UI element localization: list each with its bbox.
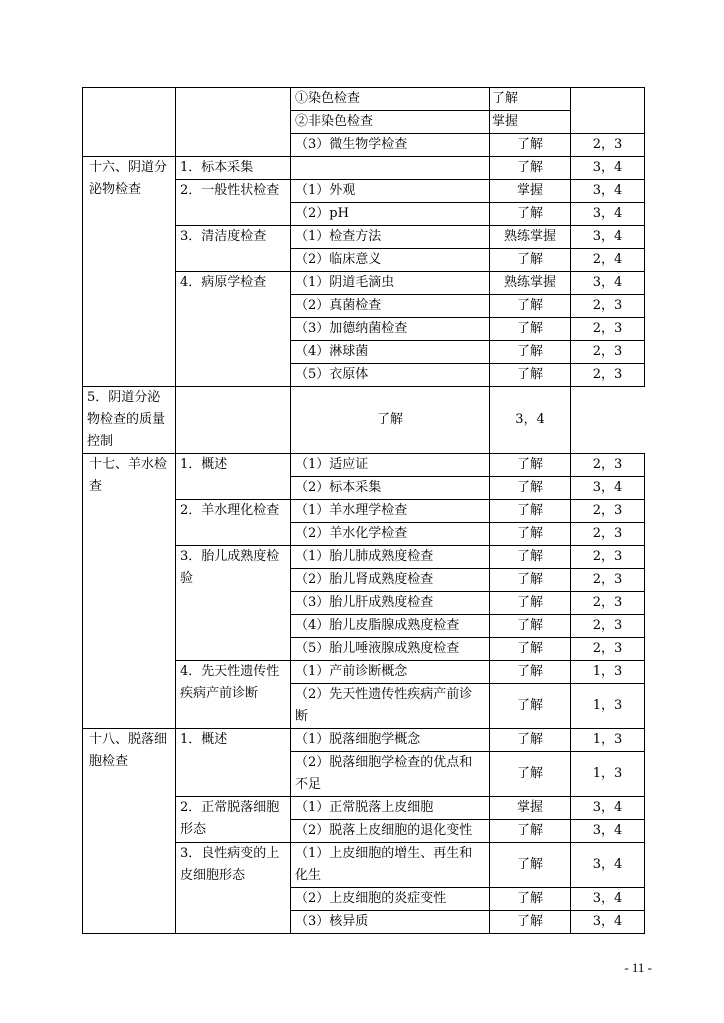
exam-cell: 2，3	[571, 615, 645, 638]
topic-cell: （3）核异质	[291, 911, 490, 934]
unit-cell	[176, 88, 291, 157]
topic-cell: （1）产前诊断概念	[291, 661, 490, 684]
exam-cell: 2，4	[571, 249, 645, 272]
unit-cell: 4．先天性遗传性疾病产前诊断	[176, 661, 291, 729]
topic-cell: （2）上皮细胞的炎症变性	[291, 888, 490, 911]
table-row	[83, 88, 645, 111]
exam-cell: 3，4	[571, 843, 645, 888]
unit-cell: 3．胎儿成熟度检验	[176, 546, 291, 661]
topic-cell: （1）阴道毛滴虫	[291, 272, 490, 295]
exam-cell: 2，3	[571, 592, 645, 615]
exam-cell: 3，4	[571, 272, 645, 295]
level-cell: 了解	[490, 911, 571, 934]
table-row	[83, 157, 645, 180]
exam-cell: 3，4	[571, 477, 645, 500]
level-cell: 了解	[490, 500, 571, 523]
unit-cell: 2．一般性状检查	[176, 180, 291, 226]
exam-cell: 3，4	[490, 387, 571, 454]
exam-cell: 2，3	[571, 500, 645, 523]
topic-cell: （2）标本采集	[291, 477, 490, 500]
topic-cell	[291, 157, 490, 180]
topic-cell: （2）胎儿肾成熟度检查	[291, 569, 490, 592]
exam-cell: 3，4	[571, 797, 645, 820]
unit-cell: 1．标本采集	[176, 157, 291, 180]
topic-cell: （4）淋球菌	[291, 341, 490, 364]
section-cell: 十六、阴道分泌物检查	[83, 157, 176, 387]
exam-cell: 2，3	[571, 523, 645, 546]
topic-cell: （1）外观	[291, 180, 490, 203]
exam-cell: 2，3	[571, 364, 645, 387]
topic-cell: （1）检查方法	[291, 226, 490, 249]
exam-cell: 2，3	[571, 318, 645, 341]
exam-cell: 1，3	[571, 661, 645, 684]
level-cell: 了解	[291, 387, 490, 454]
section-cell	[83, 88, 176, 157]
level-cell: 了解	[490, 523, 571, 546]
unit-cell: 1．概述	[176, 729, 291, 797]
table-row	[83, 387, 645, 454]
unit-cell: 2．正常脱落细胞形态	[176, 797, 291, 843]
topic-cell: （1）正常脱落上皮细胞	[291, 797, 490, 820]
topic-cell: （4）胎儿皮脂腺成熟度检查	[291, 615, 490, 638]
level-cell: 了解	[490, 615, 571, 638]
syllabus-table	[82, 87, 645, 934]
level-cell: 了解	[490, 820, 571, 843]
topic-cell: （2）脱落细胞学检查的优点和不足	[291, 752, 490, 797]
exam-cell	[571, 88, 645, 134]
exam-cell: 3，4	[571, 203, 645, 226]
topic-cell: （1）上皮细胞的增生、再生和化生	[291, 843, 490, 888]
topic-cell: （2）羊水化学检查	[291, 523, 490, 546]
unit-cell: 5．阴道分泌物检查的质量控制	[83, 387, 176, 454]
exam-cell: 1，3	[571, 752, 645, 797]
level-cell: 了解	[490, 661, 571, 684]
exam-cell: 2，3	[571, 454, 645, 477]
page-number: - 11 -	[624, 960, 652, 975]
topic-cell: （2）脱落上皮细胞的退化变性	[291, 820, 490, 843]
level-cell: 了解	[490, 88, 571, 111]
exam-cell: 2，3	[571, 546, 645, 569]
level-cell: 了解	[490, 684, 571, 729]
unit-cell: 3．良性病变的上皮细胞形态	[176, 843, 291, 934]
table-row	[83, 454, 645, 477]
table-row	[83, 729, 645, 752]
topic-cell: （3）胎儿肝成熟度检查	[291, 592, 490, 615]
level-cell: 了解	[490, 752, 571, 797]
exam-cell: 2，3	[571, 134, 645, 157]
level-cell: 了解	[490, 843, 571, 888]
topic-cell: （1）脱落细胞学概念	[291, 729, 490, 752]
section-cell: 十八、脱落细胞检查	[83, 729, 176, 934]
exam-cell: 1，3	[571, 729, 645, 752]
level-cell: 了解	[490, 638, 571, 661]
level-cell: 了解	[490, 341, 571, 364]
exam-cell: 3，4	[571, 180, 645, 203]
topic-cell: ①染色检查	[291, 88, 490, 111]
level-cell: 了解	[490, 592, 571, 615]
topic-cell: （1）羊水理学检查	[291, 500, 490, 523]
exam-cell: 2，3	[571, 341, 645, 364]
level-cell: 了解	[490, 295, 571, 318]
level-cell: 了解	[490, 364, 571, 387]
exam-cell: 3，4	[571, 226, 645, 249]
exam-cell: 2，3	[571, 569, 645, 592]
topic-cell: （2）真菌检查	[291, 295, 490, 318]
level-cell: 了解	[490, 157, 571, 180]
level-cell: 了解	[490, 203, 571, 226]
topic-cell: （1）适应证	[291, 454, 490, 477]
exam-cell: 3，4	[571, 157, 645, 180]
exam-cell: 3，4	[571, 888, 645, 911]
level-cell: 掌握	[490, 180, 571, 203]
unit-cell: 2．羊水理化检查	[176, 500, 291, 546]
topic-cell: （3）微生物学检查	[291, 134, 490, 157]
topic-cell: （2）pH	[291, 203, 490, 226]
topic-cell: ②非染色检查	[291, 111, 490, 134]
section-cell: 十七、羊水检查	[83, 454, 176, 729]
level-cell: 了解	[490, 318, 571, 341]
topic-cell: （5）胎儿唾液腺成熟度检查	[291, 638, 490, 661]
level-cell: 熟练掌握	[490, 226, 571, 249]
level-cell: 了解	[490, 546, 571, 569]
level-cell: 了解	[490, 249, 571, 272]
level-cell: 了解	[490, 477, 571, 500]
level-cell: 掌握	[490, 797, 571, 820]
topic-cell	[176, 387, 291, 454]
level-cell: 了解	[490, 569, 571, 592]
topic-cell: （2）先天性遗传性疾病产前诊断	[291, 684, 490, 729]
unit-cell: 1．概述	[176, 454, 291, 500]
topic-cell: （1）胎儿肺成熟度检查	[291, 546, 490, 569]
level-cell: 了解	[490, 454, 571, 477]
topic-cell: （2）临床意义	[291, 249, 490, 272]
exam-cell: 3，4	[571, 911, 645, 934]
topic-cell: （5）衣原体	[291, 364, 490, 387]
level-cell: 了解	[490, 888, 571, 911]
exam-cell: 2，3	[571, 295, 645, 318]
level-cell: 了解	[490, 134, 571, 157]
exam-cell: 2，3	[571, 638, 645, 661]
topic-cell: （3）加德纳菌检查	[291, 318, 490, 341]
exam-cell: 3，4	[571, 820, 645, 843]
level-cell: 掌握	[490, 111, 571, 134]
level-cell: 熟练掌握	[490, 272, 571, 295]
unit-cell: 4．病原学检查	[176, 272, 291, 387]
unit-cell: 3．清洁度检查	[176, 226, 291, 272]
exam-cell: 1，3	[571, 684, 645, 729]
level-cell: 了解	[490, 729, 571, 752]
